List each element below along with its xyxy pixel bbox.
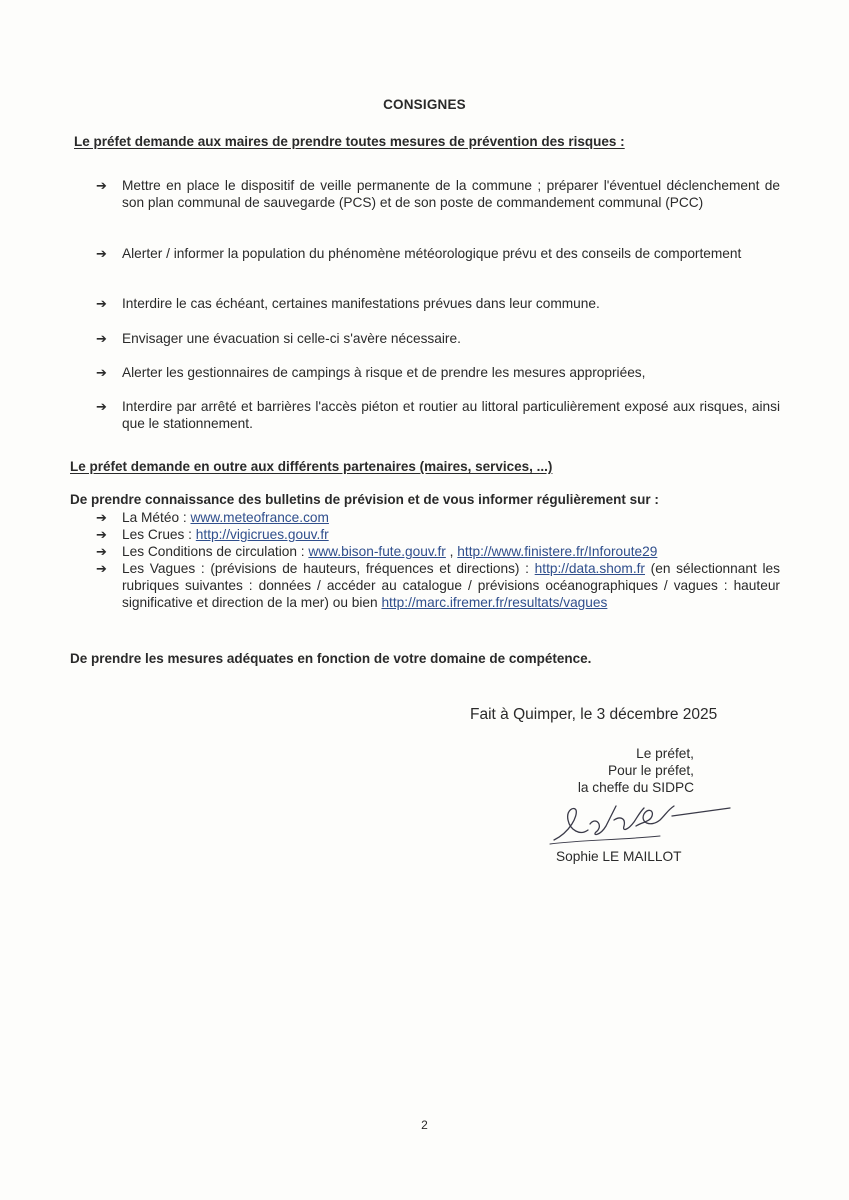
list-item — [96, 560, 780, 611]
closing-instruction: De prendre les mesures adéquates en fonction de votre domaine de compétence. — [70, 651, 592, 666]
arrow-icon: ➔ — [96, 527, 107, 542]
circulation-label: Les Conditions de circulation : — [122, 544, 309, 559]
section1-heading: Le préfet demande aux maires de prendre toutes mesures de prévention des risques : — [74, 134, 625, 149]
arrow-icon: ➔ — [96, 246, 107, 261]
sources-list — [96, 509, 780, 611]
arrow-icon: ➔ — [96, 178, 107, 193]
date-line: Fait à Quimper, le 3 décembre 2025 — [470, 706, 718, 723]
list-item-text: Envisager une évacuation si celle-ci s'avère nécessaire. — [122, 331, 461, 346]
signature-line-2: Pour le préfet, — [608, 763, 694, 778]
page-title: CONSIGNES — [383, 97, 466, 112]
list-item — [96, 245, 780, 262]
list-item-text: Interdire le cas échéant, certaines manifestations prévues dans leur commune. — [122, 296, 600, 311]
list-item-text: Interdire par arrêté et barrières l'accès piéton et routier au littoral particulièrement exposé aux risques, ainsi que le stationnement. — [122, 399, 780, 431]
shom-link[interactable]: http://data.shom.fr — [534, 561, 645, 576]
arrow-icon: ➔ — [96, 399, 107, 414]
list-item — [96, 295, 780, 312]
signature-block — [540, 745, 694, 796]
list-item — [96, 330, 780, 347]
signature-line-1: Le préfet, — [636, 746, 694, 761]
bison-fute-link[interactable]: www.bison-fute.gouv.fr — [308, 544, 446, 559]
vagues-text: (en sélectionnant les rubriques suivantes : données / accéder au catalogue / prévisions océanographiques / vagues : hauteur significative et direction de la mer) ou bien — [122, 561, 780, 610]
signature-line-3: la cheffe du SIDPC — [577, 780, 694, 795]
list-item-text: Mettre en place le dispositif de veille permanente de la commune ; préparer l'éventuel déclenchement de son plan communal de sauvegarde (PCS) et de son poste de commandement communal (PCC) — [122, 178, 780, 210]
section2-intro: De prendre connaissance des bulletins de prévision et de vous informer régulièrement sur : — [70, 492, 659, 507]
link-separator: , — [445, 544, 458, 559]
list-item-text: Alerter / informer la population du phénomène météorologique prévu et des conseils de comportement — [122, 246, 742, 261]
meteo-link[interactable]: www.meteofrance.com — [190, 510, 329, 525]
list-item — [96, 398, 780, 432]
list-item — [96, 364, 780, 381]
section2-heading: Le préfet demande en outre aux différents partenaires (maires, services, ...) — [70, 459, 553, 474]
arrow-icon: ➔ — [96, 561, 107, 576]
vagues-label: Les Vagues : (prévisions de hauteurs, fréquences et directions) : — [122, 561, 535, 576]
handwritten-signature — [540, 796, 740, 852]
list-item — [96, 509, 780, 526]
arrow-icon: ➔ — [96, 544, 107, 559]
list-item — [96, 526, 780, 543]
crues-label: Les Crues : — [122, 527, 196, 542]
list-item — [96, 543, 780, 560]
list-item — [96, 177, 780, 211]
arrow-icon: ➔ — [96, 296, 107, 311]
arrow-icon: ➔ — [96, 331, 107, 346]
inforoute-link[interactable]: http://www.finistere.fr/Inforoute29 — [457, 544, 658, 559]
signer-name: Sophie LE MAILLOT — [556, 849, 682, 864]
arrow-icon: ➔ — [96, 510, 107, 525]
list-item-text: Alerter les gestionnaires de campings à risque et de prendre les mesures appropriées, — [122, 365, 646, 380]
meteo-label: La Météo : — [122, 510, 191, 525]
arrow-icon: ➔ — [96, 365, 107, 380]
ifremer-link[interactable]: http://marc.ifremer.fr/resultats/vagues — [381, 595, 608, 610]
page-number: 2 — [421, 1118, 428, 1132]
crues-link[interactable]: http://vigicrues.gouv.fr — [195, 527, 329, 542]
